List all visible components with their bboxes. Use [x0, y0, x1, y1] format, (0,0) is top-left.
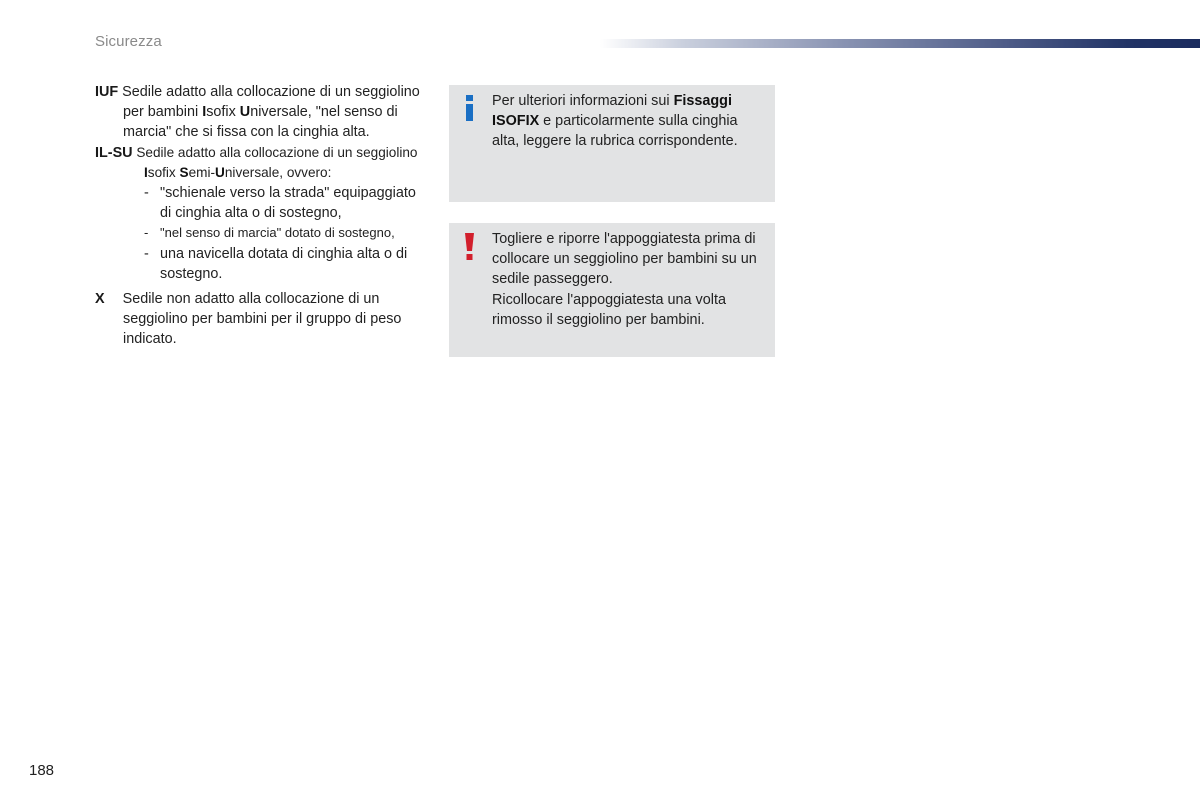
legend-code-ilsu: IL-SU — [95, 144, 133, 161]
list-item — [144, 244, 425, 284]
legend-code-iuf: IUF — [95, 84, 119, 100]
list-dash: - — [144, 185, 149, 202]
info-text: Per ulteriori informazioni sui — [492, 93, 674, 109]
list-item — [144, 223, 425, 243]
legend-entry-iuf — [95, 82, 425, 143]
header-gradient-bar — [600, 39, 1200, 48]
list-item-text: "schienale verso la strada" equipaggiato di cinghia alta o di sostegno, — [160, 185, 416, 222]
list-item-text: "nel senso di marcia" dotato di sostegno, — [160, 225, 395, 241]
warning-paragraph: Togliere e riporre l'appoggiatesta prima di collocare un seggiolino per bambini su un sedile passeggero. — [492, 231, 757, 288]
emphasis-letter: I — [202, 104, 207, 121]
legend-text: Sedile adatto alla collocazione di un seggiolino — [132, 144, 418, 160]
legend-text: sofix — [147, 164, 180, 180]
info-icon — [461, 93, 479, 123]
list-item — [144, 183, 425, 223]
warning-note-box — [449, 223, 775, 357]
legend-text: niversale, ovvero: — [224, 164, 332, 180]
legend-text: sofix — [206, 104, 240, 121]
warning-paragraph: Ricollocare l'appoggiatesta una volta rimosso il seggiolino per bambini. — [492, 291, 726, 328]
emphasis-letter: S — [179, 164, 189, 180]
legend-text: niversale, "nel senso di marcia" che si fissa con la cinghia alta. — [123, 104, 398, 141]
info-note-box — [449, 85, 775, 202]
legend-entry-x — [95, 289, 425, 350]
legend-text: Sedile non adatto alla collocazione di un seggiolino per bambini per il gruppo di peso indicato. — [122, 291, 402, 348]
info-note-text — [492, 91, 767, 152]
legend-entry-ilsu — [95, 143, 425, 183]
list-dash: - — [144, 225, 149, 241]
list-item-text: una navicella dotata di cinghia alta o di sostegno. — [160, 245, 408, 282]
section-title: Sicurezza — [95, 33, 162, 50]
list-dash: - — [144, 245, 149, 262]
info-bold-text: Fissaggi ISOFIX — [492, 93, 732, 130]
emphasis-letter: I — [144, 164, 148, 180]
emphasis-letter: U — [239, 104, 251, 121]
seat-legend — [95, 82, 425, 350]
emphasis-letter: U — [215, 164, 225, 180]
legend-code-x: X — [95, 291, 105, 308]
info-text: e particolarmente sulla cinghia alta, leggere la rubrica corrispondente. — [492, 113, 738, 150]
legend-text: Sedile adatto alla collocazione di un seggiolino per bambini — [118, 84, 420, 121]
exclamation-icon — [461, 231, 479, 261]
page-number: 188 — [29, 762, 55, 779]
ilsu-options-list — [95, 183, 425, 284]
legend-text: emi- — [188, 164, 216, 180]
warning-note-text — [492, 229, 767, 330]
